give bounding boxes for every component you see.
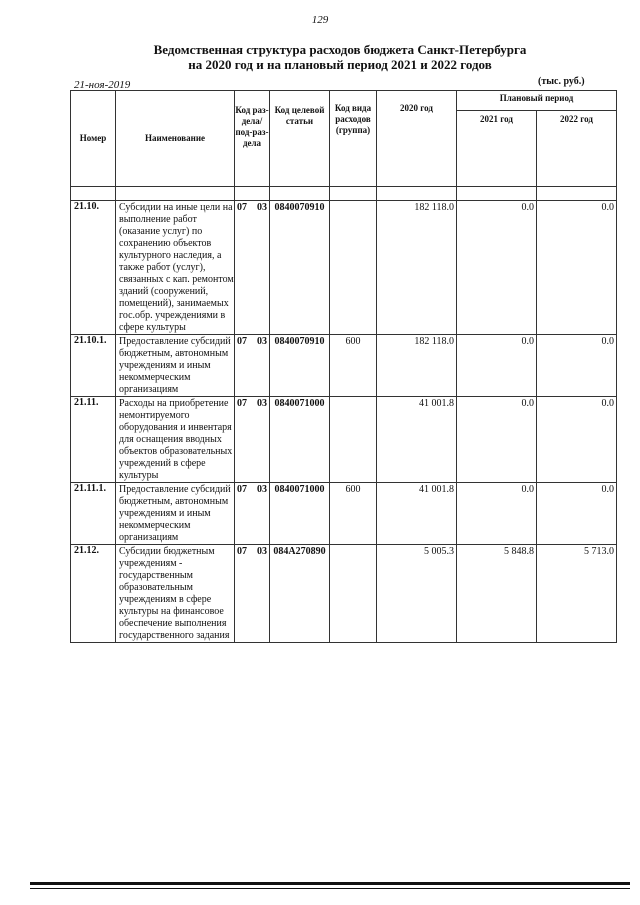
title-line-2: на 2020 год и на плановый период 2021 и 2022 годов	[188, 57, 492, 72]
row-number: 21.11.	[71, 397, 116, 483]
table-row	[71, 545, 617, 643]
header-2021: 2021 год	[457, 111, 537, 187]
row-name: Предоставление субсидий бюджетным, автономным учреждениям и иным некоммерческим организациям	[116, 483, 235, 545]
row-expense-group: 600	[330, 483, 377, 545]
units-label: (тыс. руб.)	[538, 76, 585, 87]
row-value-2022: 5 713.0	[537, 545, 617, 643]
page-number: 129	[311, 14, 329, 26]
row-number: 21.12.	[71, 545, 116, 643]
row-value-2020: 41 001.8	[377, 397, 457, 483]
row-expense-group: 600	[330, 335, 377, 397]
row-section-code	[235, 201, 270, 335]
row-expense-group	[330, 201, 377, 335]
row-name: Субсидии бюджетным учреждениям - государственным образовательным учреждениям в сфере культуры на финансовое обеспечение выполнения государственного задания	[116, 545, 235, 643]
row-name: Расходы на приобретение немонтируемого оборудования и инвентаря для оснащения вводных объектов образовательных учреждений в сфере культуры	[116, 397, 235, 483]
row-target-code: 0840071000	[270, 397, 330, 483]
row-section-code	[235, 335, 270, 397]
row-value-2020: 182 118.0	[377, 335, 457, 397]
row-expense-group	[330, 397, 377, 483]
header-2020: 2020 год	[377, 91, 457, 187]
document-title	[40, 42, 640, 72]
row-section-code	[235, 483, 270, 545]
row-target-code: 0840070910	[270, 335, 330, 397]
row-target-code: 084A270890	[270, 545, 330, 643]
bottom-rule-thin	[30, 888, 630, 889]
row-target-code: 0840071000	[270, 483, 330, 545]
title-line-1: Ведомственная структура расходов бюджета Санкт-Петербурга	[153, 42, 527, 57]
row-name: Предоставление субсидий бюджетным, автономным учреждениям и иным некоммерческим организациям	[116, 335, 235, 397]
row-value-2022: 0.0	[537, 483, 617, 545]
row-number: 21.10.1.	[71, 335, 116, 397]
section-code: 07	[237, 202, 247, 213]
row-section-code	[235, 397, 270, 483]
row-number: 21.11.1.	[71, 483, 116, 545]
header-target: Код целевой статьи	[270, 91, 330, 187]
header-num: Номер	[71, 91, 116, 187]
section-code: 07	[237, 484, 247, 495]
row-value-2020: 182 118.0	[377, 201, 457, 335]
row-expense-group	[330, 545, 377, 643]
row-value-2021: 5 848.8	[457, 545, 537, 643]
table-row	[71, 335, 617, 397]
subsection-code: 03	[257, 202, 267, 213]
subsection-code: 03	[257, 336, 267, 347]
header-2022: 2022 год	[537, 111, 617, 187]
date-stamp: 21-ноя-2019	[74, 79, 131, 91]
header-planned-period: Плановый период	[457, 91, 617, 111]
row-value-2021: 0.0	[457, 483, 537, 545]
row-value-2020: 41 001.8	[377, 483, 457, 545]
section-code: 07	[237, 336, 247, 347]
row-value-2021: 0.0	[457, 397, 537, 483]
row-value-2021: 0.0	[457, 201, 537, 335]
section-code: 07	[237, 546, 247, 557]
bottom-rule	[30, 882, 630, 885]
budget-table	[70, 90, 617, 643]
row-value-2020: 5 005.3	[377, 545, 457, 643]
subsection-code: 03	[257, 398, 267, 409]
header-name: Наименование	[116, 91, 235, 187]
subsection-code: 03	[257, 484, 267, 495]
table-row	[71, 397, 617, 483]
section-code: 07	[237, 398, 247, 409]
row-number: 21.10.	[71, 201, 116, 335]
row-value-2021: 0.0	[457, 335, 537, 397]
row-section-code	[235, 545, 270, 643]
row-value-2022: 0.0	[537, 397, 617, 483]
header-section: Код раз-дела/ под-раз-дела	[235, 91, 270, 187]
row-target-code: 0840070910	[270, 201, 330, 335]
table-row	[71, 483, 617, 545]
row-value-2022: 0.0	[537, 201, 617, 335]
row-name: Субсидии на иные цели на выполнение работ (оказание услуг) по сохранению объектов культурного наследия, а также работ (услуг), связанных с кап. ремонтом зданий (сооружений, помещений), занимаемых гос.обр. учреждениями в сфере культуры	[116, 201, 235, 335]
spacer-row	[71, 187, 617, 201]
header-expense-type: Код вида расходов (группа)	[330, 91, 377, 187]
subsection-code: 03	[257, 546, 267, 557]
row-value-2022: 0.0	[537, 335, 617, 397]
table-row	[71, 201, 617, 335]
